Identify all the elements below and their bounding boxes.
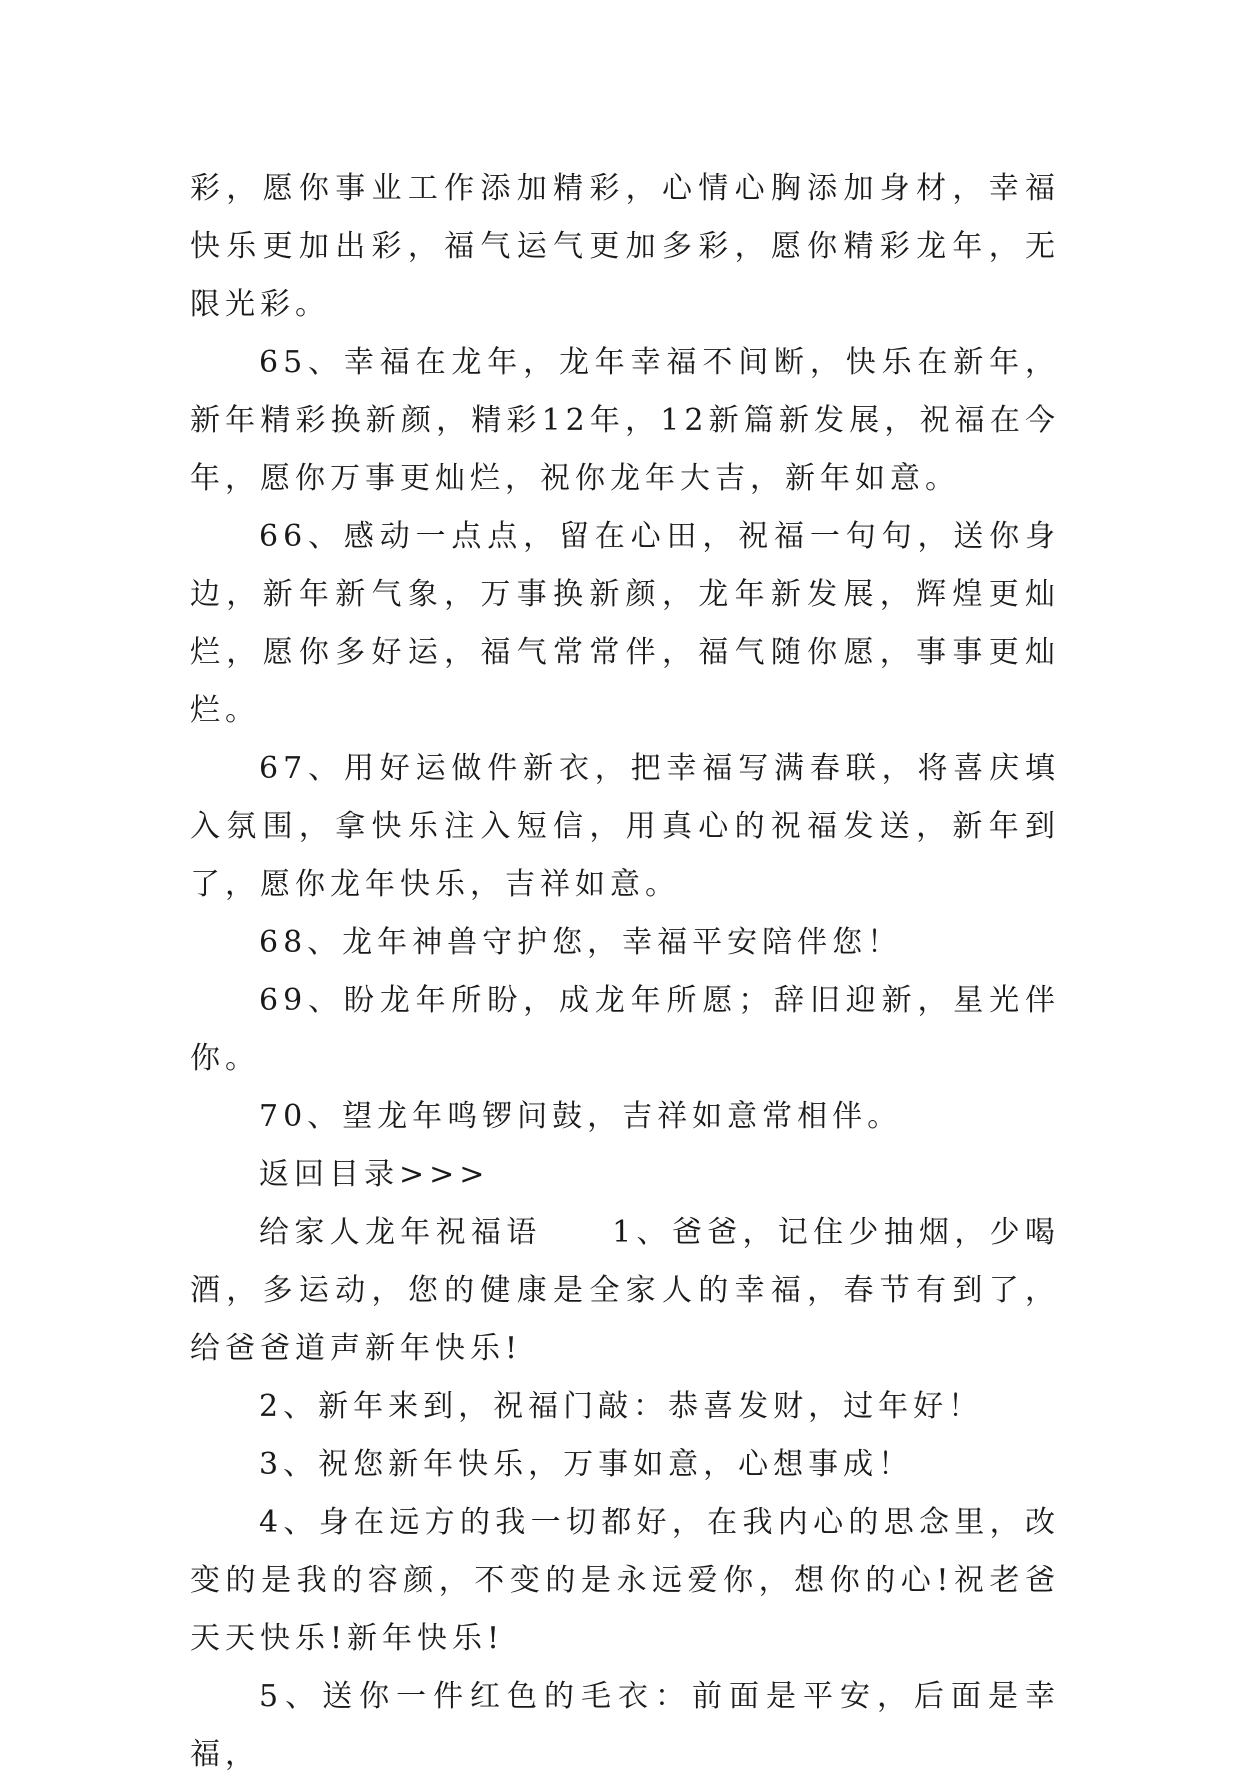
document-body — [190, 160, 1060, 1784]
paragraph-family-3: 3、祝您新年快乐，万事如意，心想事成！ — [259, 1447, 914, 1482]
paragraph-70: 70、望龙年鸣锣问鼓，吉祥如意常相伴。 — [259, 1099, 903, 1134]
back-to-toc-link[interactable]: 返回目录>>> — [259, 1157, 490, 1192]
paragraph-family-1: 给家人龙年祝福语 1、爸爸，记住少抽烟，少喝酒，多运动，您的健康是全家人的幸福，春节有到了，给爸爸道声新年快乐! — [190, 1215, 1060, 1366]
paragraph-family-4: 4、身在远方的我一切都好，在我内心的思念里，改变的是我的容颜，不变的是永远爱你，想你的心!祝老爸天天快乐!新年快乐! — [190, 1505, 1060, 1656]
paragraph-66: 66、感动一点点，留在心田，祝福一句句，送你身边，新年新气象，万事换新颜，龙年新发展，辉煌更灿烂，愿你多好运，福气常常伴，福气随你愿，事事更灿烂。 — [190, 519, 1060, 728]
paragraph-69: 69、盼龙年所盼，成龙年所愿；辞旧迎新，星光伴你。 — [190, 983, 1060, 1076]
paragraph-65: 65、幸福在龙年，龙年幸福不间断，快乐在新年，新年精彩换新颜，精彩12年，12新篇新发展，祝福在今年，愿你万事更灿烂，祝你龙年大吉，新年如意。 — [190, 345, 1060, 496]
paragraph-family-5: 5、送你一件红色的毛衣：前面是平安，后面是幸福， — [190, 1679, 1060, 1772]
paragraph-continued: 彩，愿你事业工作添加精彩，心情心胸添加身材，幸福快乐更加出彩，福气运气更加多彩，愿你精彩龙年，无限光彩。 — [190, 171, 1060, 322]
paragraph-family-2: 2、新年来到，祝福门敲：恭喜发财，过年好！ — [259, 1389, 984, 1424]
paragraph-67: 67、用好运做件新衣，把幸福写满春联，将喜庆填入氛围，拿快乐注入短信，用真心的祝福发送，新年到了，愿你龙年快乐，吉祥如意。 — [190, 751, 1060, 902]
paragraph-68: 68、龙年神兽守护您，幸福平安陪伴您！ — [259, 925, 903, 960]
